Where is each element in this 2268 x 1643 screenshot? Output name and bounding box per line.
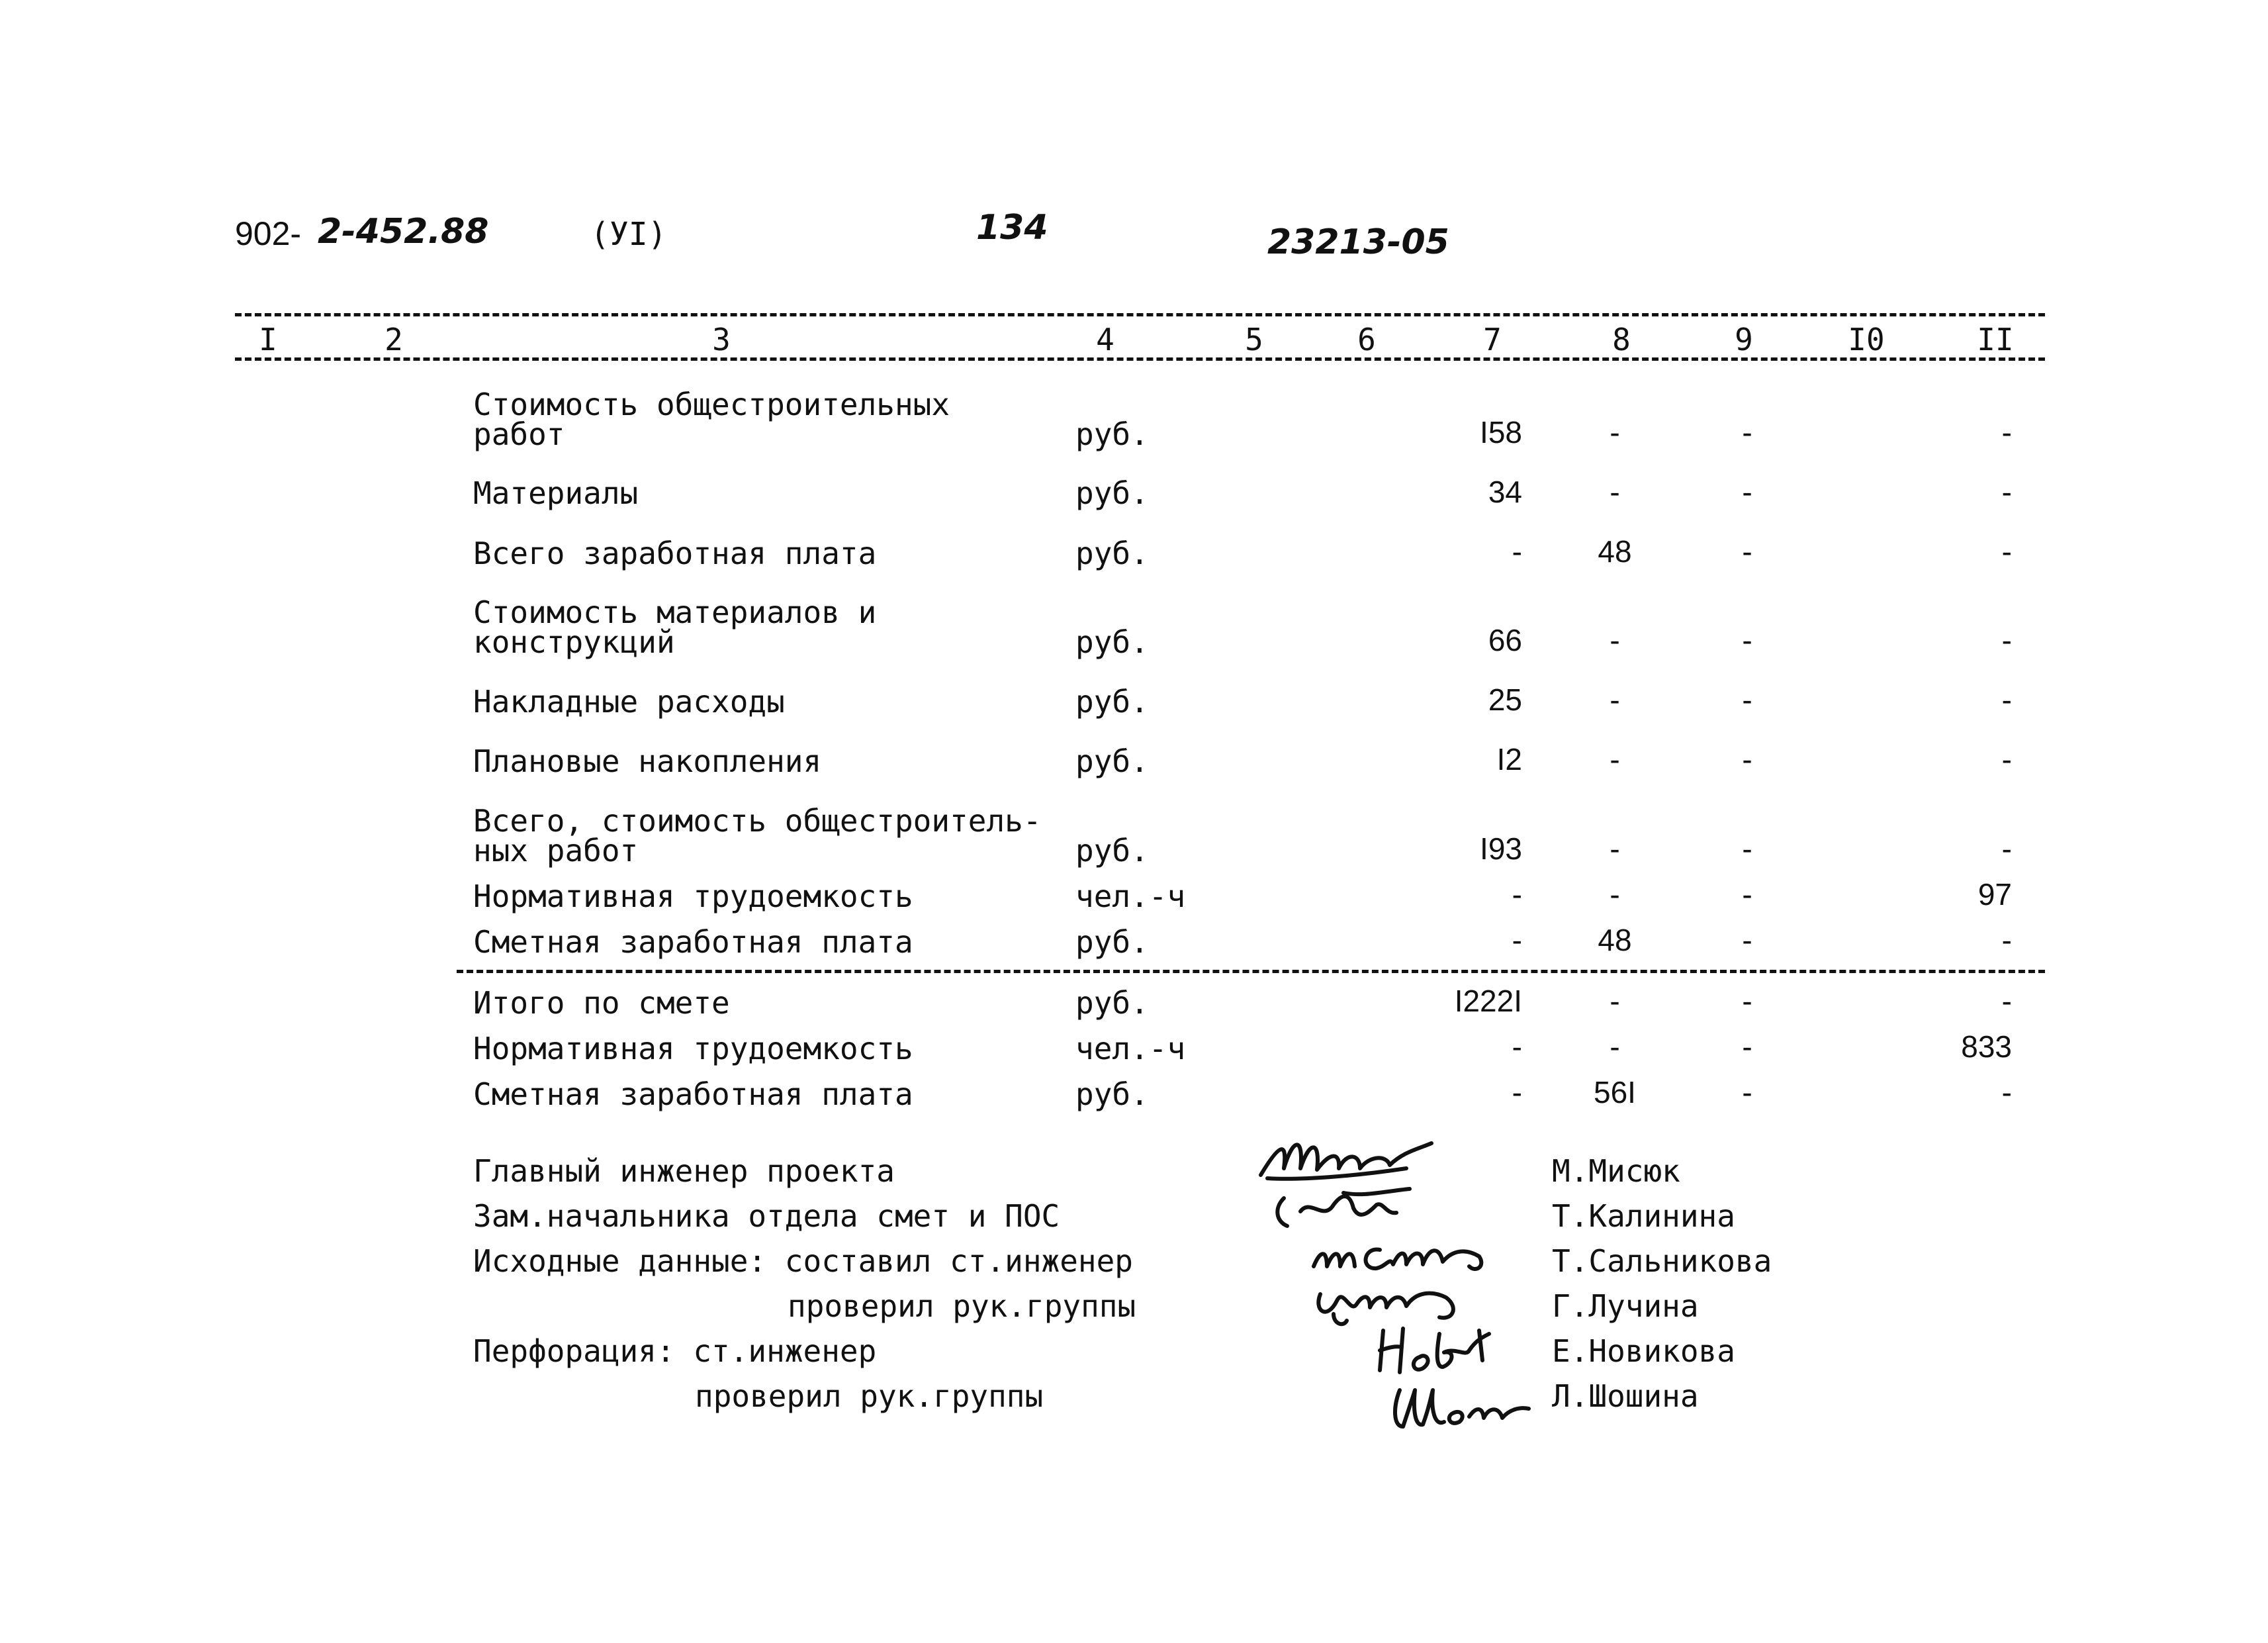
cell-col8: - [1610,831,1620,866]
signature-kalinina [1271,1185,1436,1235]
signature-shoshina [1383,1377,1535,1436]
column-number: 4 [1096,322,1114,357]
cell-col9: - [1742,877,1752,912]
signature-novikova [1370,1321,1509,1380]
column-header-rule [235,357,2045,361]
cell-col11: - [2001,831,2012,866]
cell-col7: - [1512,1029,1522,1064]
signatory-name: Т.Сальникова [1552,1243,1772,1279]
row-label: Всего заработная плата [473,536,877,571]
cell-col8: - [1610,682,1620,717]
column-number: I0 [1848,322,1885,357]
signatory-role: Перфорация: ст.инженер [473,1333,877,1369]
cell-col11: - [2001,682,2012,717]
cell-col8: - [1610,742,1620,776]
signatory-role: Исходные данные: составил ст.инженер [473,1243,1133,1279]
row-unit: руб. [1075,924,1149,960]
row-unit: руб. [1075,833,1149,868]
cell-col7: 25 [1488,682,1522,717]
signatory-name: М.Мисюк [1552,1153,1680,1189]
row-unit: чел.-ч [1075,878,1186,914]
table-top-rule [235,313,2045,316]
cell-col7: I58 [1480,415,1522,449]
cell-col7: 66 [1488,623,1522,657]
cell-col9: - [1742,534,1752,569]
column-number: I [259,322,277,357]
cell-col9: - [1742,415,1752,449]
row-unit: руб. [1075,416,1149,452]
cell-col11: - [2001,475,2012,509]
column-number: II [1977,322,2014,357]
cell-col8: - [1610,623,1620,657]
cell-col7: 34 [1488,475,1522,509]
signatory-role: проверил рук.группы [695,1378,1044,1414]
cell-col9: - [1742,475,1752,509]
row-label: Всего, стоимость общестроитель- [473,803,1042,839]
row-label: Плановые накопления [473,743,822,779]
row-unit: руб. [1075,536,1149,571]
row-label: работ [473,416,565,452]
column-number: 5 [1245,322,1263,357]
row-label: Стоимость материалов и [473,594,877,630]
cell-col7: - [1512,877,1522,912]
row-label: конструкций [473,624,675,660]
cell-col9: - [1742,682,1752,717]
cell-col11: - [2001,984,2012,1018]
row-label: Стоимость общестроительных [473,387,950,422]
cell-col8: 56I [1594,1075,1636,1109]
cell-col7: - [1512,923,1522,957]
cell-col11: - [2001,742,2012,776]
row-unit: руб. [1075,624,1149,660]
cell-col9: - [1742,623,1752,657]
signature-misyuk [1254,1129,1439,1188]
row-label: Итого по смете [473,985,730,1021]
cell-col8: - [1610,984,1620,1018]
column-number: 8 [1612,322,1631,357]
row-label: Нормативная трудоемкость [473,1031,913,1066]
cell-col9: - [1742,984,1752,1018]
cell-col9: - [1742,742,1752,776]
cell-col8: 48 [1598,534,1632,569]
column-number: 3 [712,322,731,357]
page-number: 134 [976,208,1048,248]
cell-col8: - [1610,1029,1620,1064]
cell-col11: 833 [1961,1029,2012,1064]
row-unit: руб. [1075,684,1149,720]
cell-col11: - [2001,534,2012,569]
cell-col11: - [2001,923,2012,957]
column-number: 2 [385,322,403,357]
cell-col8: - [1610,877,1620,912]
row-unit: руб. [1075,1076,1149,1112]
cell-col11: - [2001,623,2012,657]
signatory-role: Зам.начальника отдела смет и ПОС [473,1198,1060,1234]
signatory-role: проверил рук.группы [788,1288,1136,1324]
row-label: Накладные расходы [473,684,785,720]
column-number: 9 [1735,322,1753,357]
signatory-name: Е.Новикова [1552,1333,1735,1369]
signatory-role: Главный инженер проекта [473,1153,895,1189]
cell-col11: 97 [1977,877,2012,912]
cell-col8: 48 [1598,923,1632,957]
cell-col11: - [2001,415,2012,449]
cell-col7: I222I [1454,984,1522,1018]
row-unit: руб. [1075,985,1149,1021]
column-number: 7 [1483,322,1502,357]
document-code-handwritten: 2-452.88 [318,212,489,252]
cell-col9: - [1742,1029,1752,1064]
cell-col7: - [1512,1075,1522,1109]
signatory-name: Т.Калинина [1552,1198,1735,1234]
row-label: Материалы [473,475,639,511]
column-number: 6 [1357,322,1376,357]
cell-col8: - [1610,475,1620,509]
row-unit: руб. [1075,743,1149,779]
row-label: Сметная заработная плата [473,924,913,960]
row-unit: руб. [1075,475,1149,511]
totals-rule [457,970,2045,973]
cell-col7: I2 [1496,742,1522,776]
cell-col8: - [1610,415,1620,449]
row-label: Нормативная трудоемкость [473,878,913,914]
signatory-name: Г.Лучина [1552,1288,1699,1324]
cell-col7: - [1512,534,1522,569]
cell-col9: - [1742,1075,1752,1109]
cell-col11: - [2001,1075,2012,1109]
row-label: ных работ [473,833,639,868]
document-code-prefix: 902- [235,215,302,252]
cell-col9: - [1742,831,1752,866]
issue-number: (УI) [590,216,667,253]
doc-number: 23213-05 [1267,222,1449,262]
row-unit: чел.-ч [1075,1031,1186,1066]
row-label: Сметная заработная плата [473,1076,913,1112]
cell-col9: - [1742,923,1752,957]
cell-col7: I93 [1480,831,1522,866]
signatory-name: Л.Шошина [1552,1378,1699,1414]
